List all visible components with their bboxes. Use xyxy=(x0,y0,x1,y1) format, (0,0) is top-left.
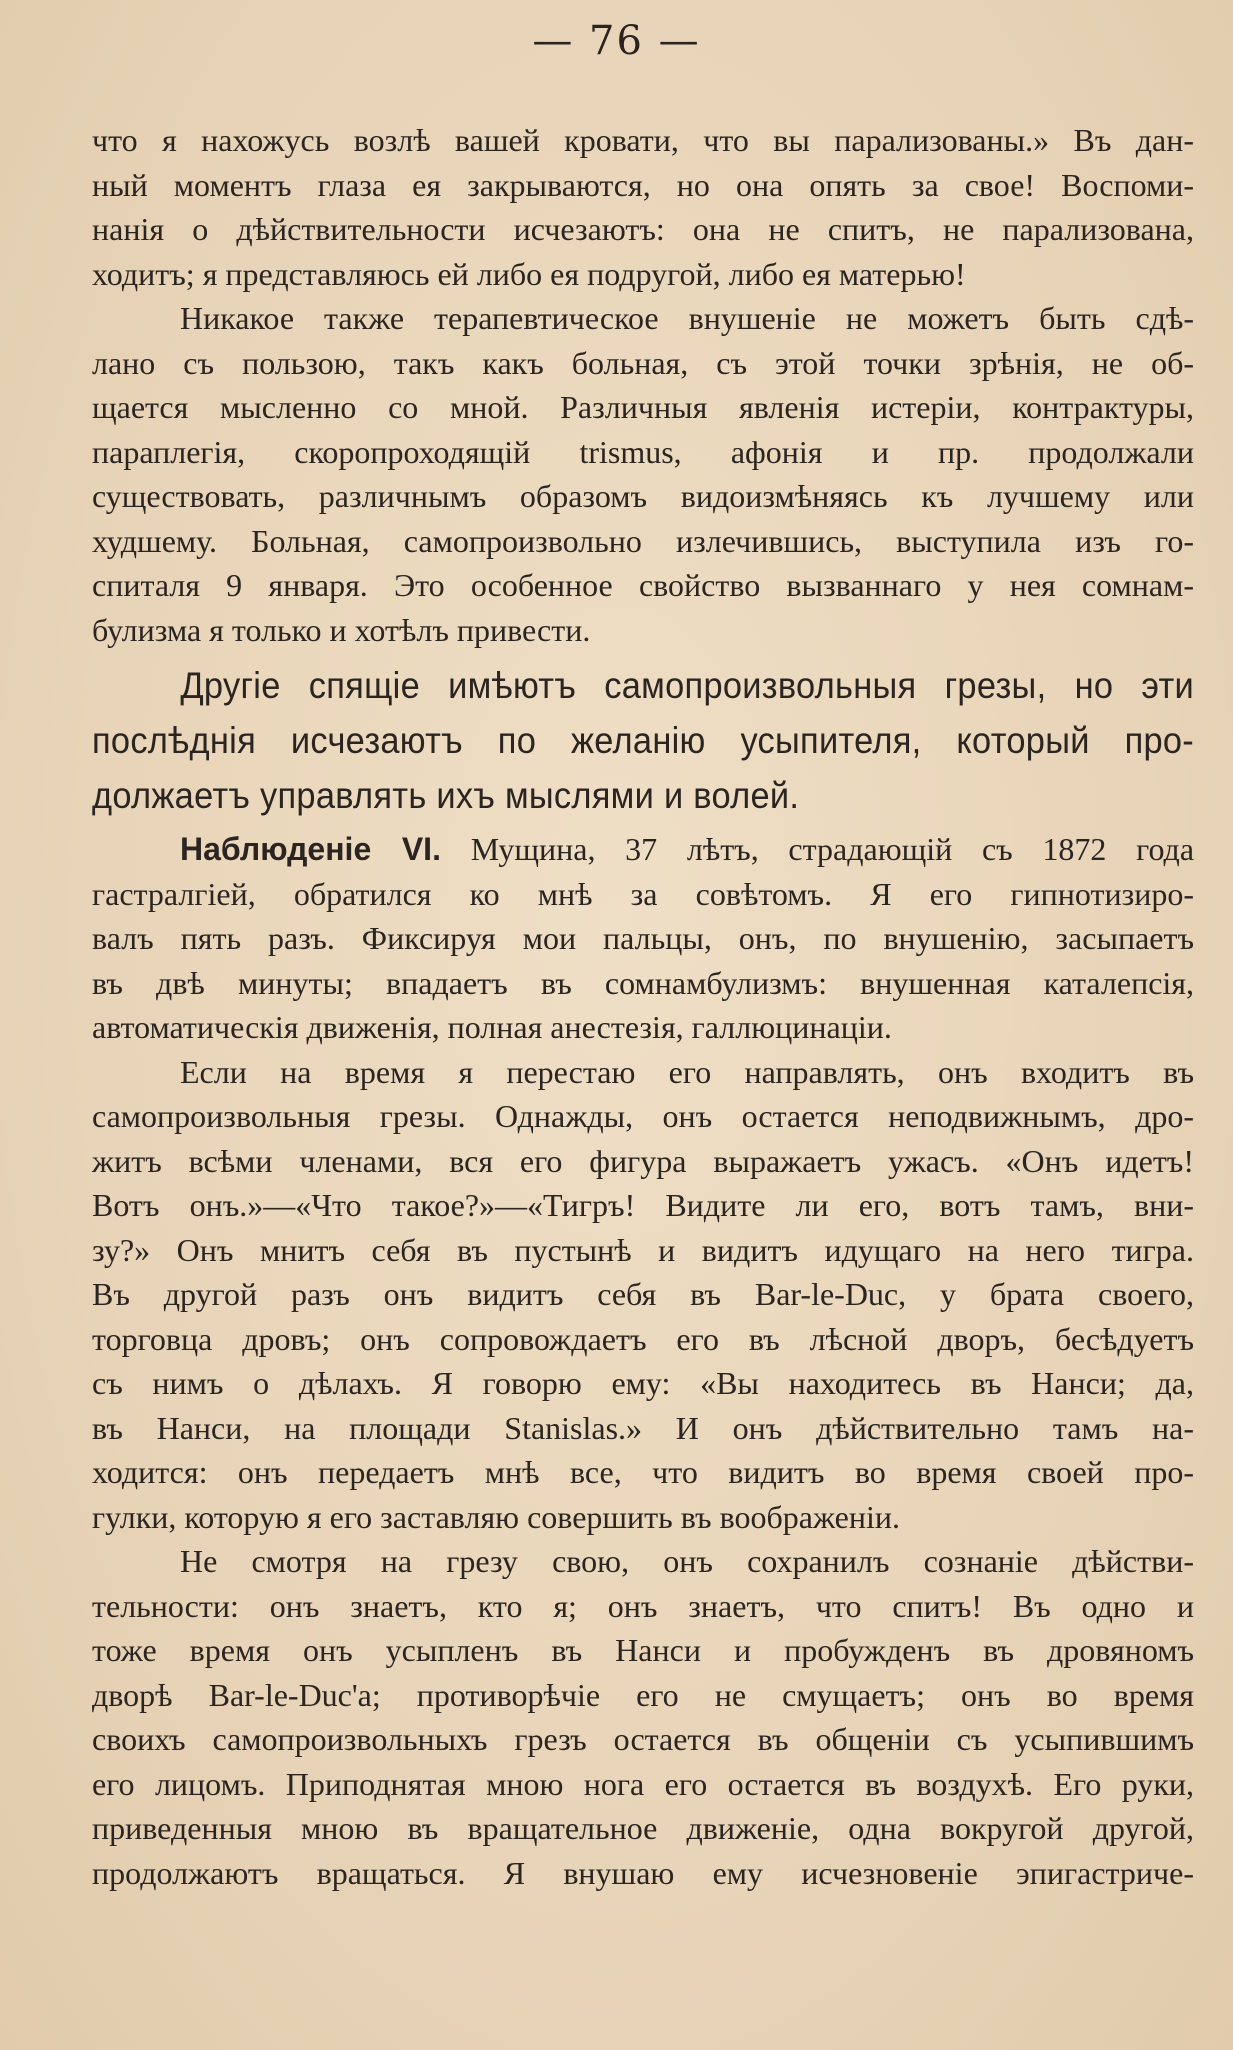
text-line: Никакое также терапевтическое внушеніе не можетъ быть сдѣ- xyxy=(180,300,1194,336)
page-text xyxy=(92,118,1194,1895)
text-line: приведенныя мною въ вращательное движеніе, одна вокругой другой, xyxy=(92,1810,1194,1846)
observation-text: Мущина, 37 лѣтъ, страдающій съ 1872 года xyxy=(470,831,1195,867)
heading-line: Другіе спящіе имѣютъ самопроизвольныя грезы, но эти xyxy=(180,665,1195,706)
paragraph-4 xyxy=(92,1050,1194,1540)
text-line: дворѣ Bar-le-Duc'a; противорѣчіе его не смущаетъ; онъ во время xyxy=(92,1676,1194,1713)
text-line: своихъ самопроизвольныхъ грезъ остается въ общеніи съ усыпившимъ xyxy=(92,1721,1194,1757)
text-line: лано съ пользою, такъ какъ больная, съ этой точки зрѣнія, не об- xyxy=(92,344,1194,381)
text-line: валъ пять разъ. Фиксируя мои пальцы, онъ, по внушенію, засыпаетъ xyxy=(92,920,1194,956)
text-line: съ нимъ о дѣлахъ. Я говорю ему: «Вы находитесь въ Нанси; да, xyxy=(92,1365,1194,1401)
text-line: спиталя 9 января. Это особенное свойство вызваннаго у нея сомнам- xyxy=(92,567,1194,603)
heading-line: должаетъ управлять ихъ мыслями и волей. xyxy=(92,775,800,816)
heading-line: послѣднія исчезаютъ по желанію усыпителя, который про- xyxy=(92,720,1195,761)
text-line: гулки, которую я его заставляю совершить въ воображеніи. xyxy=(92,1498,900,1535)
text-line: булизма я только и хотѣлъ привести. xyxy=(92,611,591,648)
text-line: гастралгіей, обратился ко мнѣ за совѣтомъ. Я его гипнотизиро- xyxy=(92,875,1194,912)
paragraph-observation-6 xyxy=(92,827,1194,1050)
paragraph-1 xyxy=(92,118,1194,296)
text-line: что я нахожусь возлѣ вашей кровати, что вы парализованы.» Въ дан- xyxy=(92,122,1194,158)
text-line: щается мысленно со мной. Различныя явленія истеріи, контрактуры, xyxy=(92,389,1194,425)
paragraph-5 xyxy=(92,1539,1194,1895)
text-line: нанія о дѣйствительности исчезаютъ: она не спитъ, не парализована, xyxy=(92,211,1194,247)
text-line: ный моментъ глаза ея закрываются, но она опять за свое! Воспоми- xyxy=(92,166,1194,203)
text-line: ходится: онъ передаетъ мнѣ все, что видитъ во время своей про- xyxy=(92,1454,1194,1490)
text-line: въ Нанси, на площади Stanislas.» И онъ дѣйствительно тамъ на- xyxy=(92,1409,1194,1446)
text-line: торговца дровъ; онъ сопровождаетъ его въ лѣсной дворъ, бесѣдуетъ xyxy=(92,1320,1194,1357)
text-line: худшему. Больная, самопроизвольно излечившись, выступила изъ го- xyxy=(92,522,1194,559)
text-line: Если на время я перестаю его направлять, онъ входитъ въ xyxy=(180,1053,1194,1090)
text-line: продолжаютъ вращаться. Я внушаю ему исчезновеніе эпигастриче- xyxy=(92,1854,1194,1891)
text-line: Вотъ онъ.»—«Что такое?»—«Тигръ! Видите ли его, вотъ тамъ, вни- xyxy=(92,1187,1194,1223)
text-line: тельности: онъ знаетъ, кто я; онъ знаетъ, что спитъ! Въ одно и xyxy=(92,1587,1194,1624)
text-line: въ двѣ минуты; впадаетъ въ сомнамбулизмъ: внушенная каталепсія, xyxy=(92,964,1194,1001)
text-line: автоматическія движенія, полная анестезія, галлюцинаціи. xyxy=(92,1009,892,1045)
observation-label: Наблюденіе VI. xyxy=(180,831,441,867)
paragraph-2 xyxy=(92,296,1194,652)
text-line: существовать, различнымъ образомъ видоизмѣняясь къ лучшему или xyxy=(92,478,1194,514)
text-line: зу?» Онъ мнитъ себя въ пустынѣ и видитъ идущаго на него тигра. xyxy=(92,1231,1194,1268)
text-line xyxy=(92,827,1194,872)
text-line: тоже время онъ усыпленъ въ Нанси и пробужденъ въ дровяномъ xyxy=(92,1632,1194,1668)
section-heading xyxy=(92,658,1194,823)
page-number: — 76 — xyxy=(532,18,701,64)
text-line: житъ всѣми членами, вся его фигура выражаетъ ужасъ. «Онъ идетъ! xyxy=(92,1142,1194,1179)
text-line: Не смотря на грезу свою, онъ сохранилъ сознаніе дѣйстви- xyxy=(180,1543,1194,1579)
text-line: его лицомъ. Приподнятая мною нога его остается въ воздухѣ. Его руки, xyxy=(92,1765,1194,1802)
text-line: параплегія, скоропроходящій trismus, афонія и пр. продолжали xyxy=(92,433,1194,470)
text-line: самопроизвольныя грезы. Однажды, онъ остается неподвижнымъ, дро- xyxy=(92,1098,1194,1134)
text-line: Въ другой разъ онъ видитъ себя въ Bar-le-Duc, у брата своего, xyxy=(92,1276,1194,1312)
text-line: ходитъ; я представляюсь ей либо ея подругой, либо ея матерью! xyxy=(92,255,966,292)
